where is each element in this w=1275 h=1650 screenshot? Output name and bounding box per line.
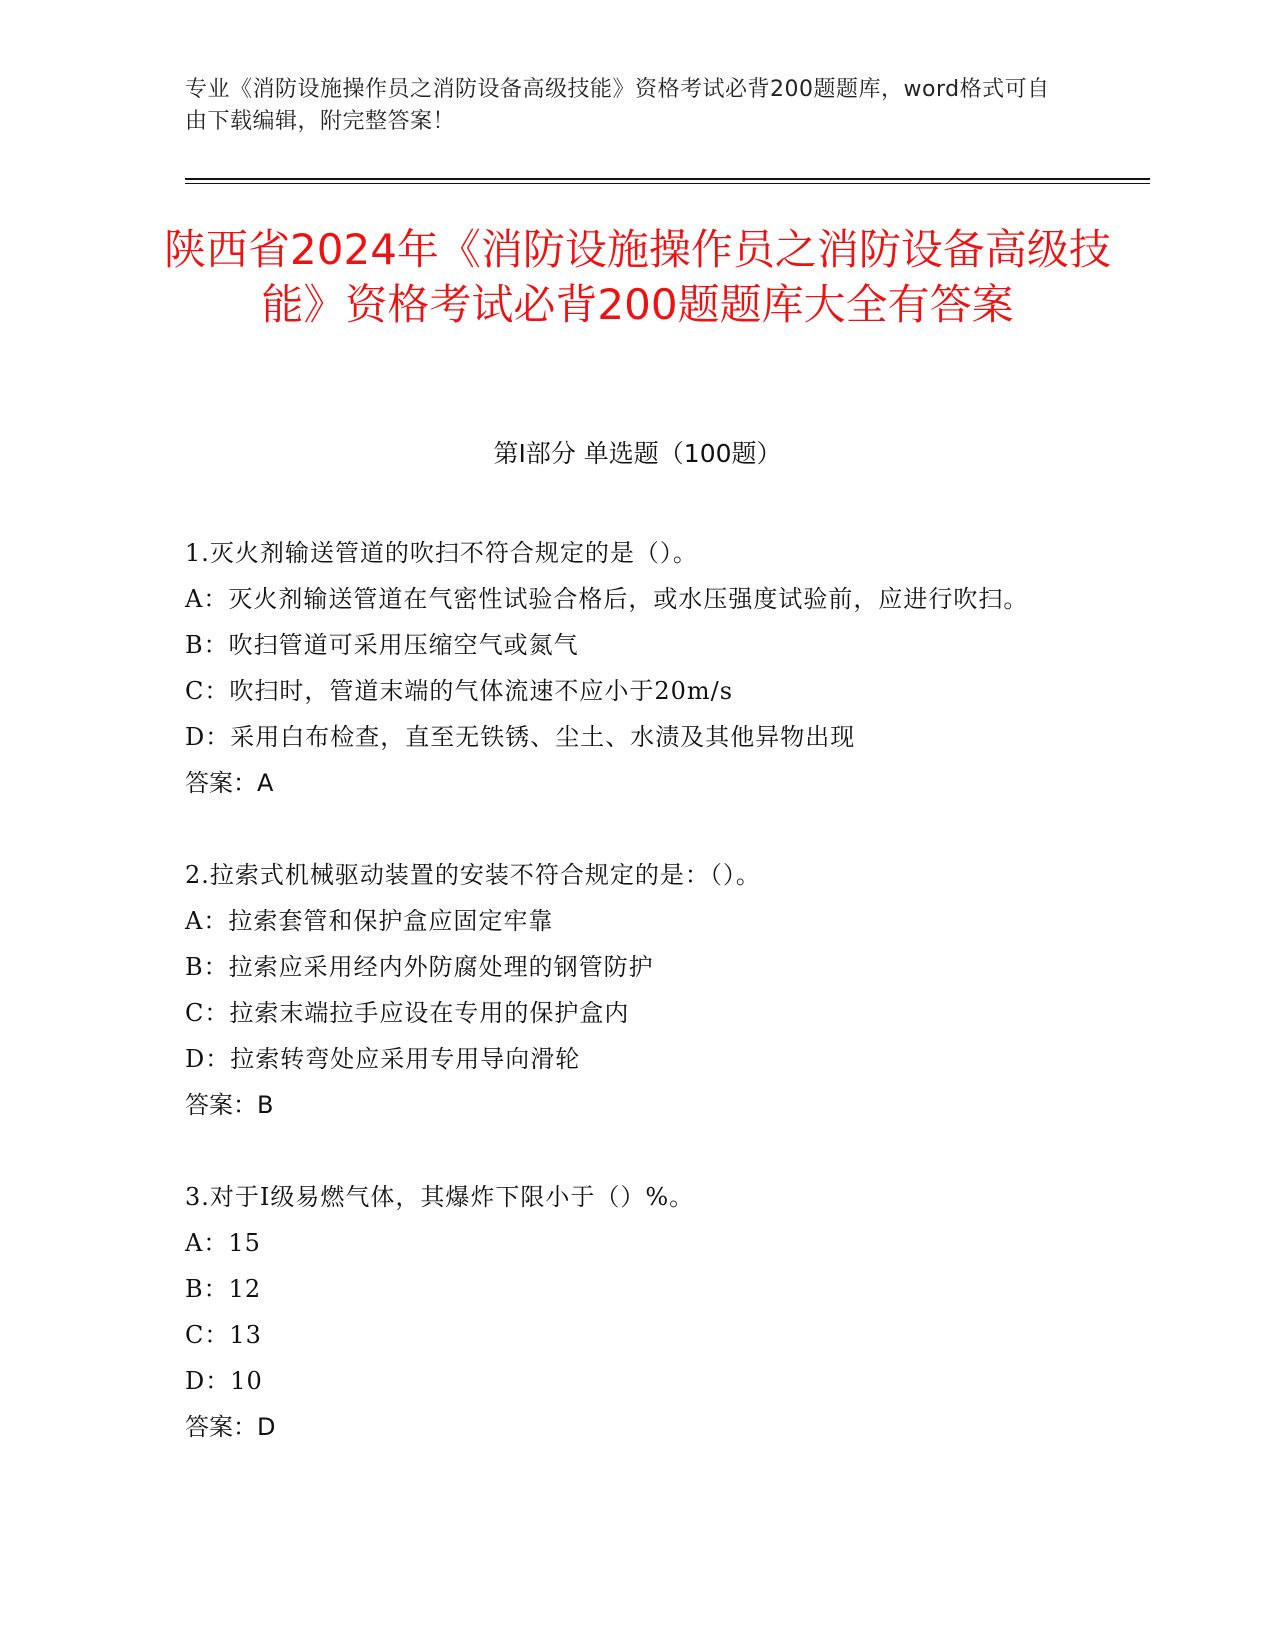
option-d: D：采用白布检查，直至无铁锈、尘土、水渍及其他异物出现 <box>185 723 856 751</box>
document-title: 陕西省2024年《消防设施操作员之消防设备高级技能》资格考试必背200题题库大全有答案 <box>164 225 1111 329</box>
question-item <box>185 530 1085 806</box>
header-divider-thick <box>185 178 1150 180</box>
option-a: A：灭火剂输送管道在气密性试验合格后，或水压强度试验前，应进行吹扫。 <box>185 585 1029 613</box>
option-a: A：拉索套管和保护盒应固定牢靠 <box>185 907 554 935</box>
question-stem: 2.拉索式机械驱动装置的安装不符合规定的是：（）。 <box>185 861 761 889</box>
question-item <box>185 1174 1085 1450</box>
answer-label: 答案：B <box>185 1091 274 1119</box>
option-d: D：10 <box>185 1367 263 1395</box>
option-d: D：拉索转弯处应采用专用导向滑轮 <box>185 1045 581 1073</box>
option-b: B：12 <box>185 1275 262 1303</box>
option-a: A：15 <box>185 1229 261 1257</box>
header-note: 专业《消防设施操作员之消防设备高级技能》资格考试必背200题题库，word格式可自由下载编辑，附完整答案！ <box>185 77 1050 134</box>
option-b: B：拉索应采用经内外防腐处理的钢管防护 <box>185 953 654 981</box>
option-c: C：吹扫时，管道末端的气体流速不应小于20m/s <box>185 677 734 705</box>
option-c: C：13 <box>185 1321 262 1349</box>
section-heading: 第I部分 单选题（100题） <box>493 439 782 468</box>
question-list <box>185 530 1085 1496</box>
option-c: C：拉索末端拉手应设在专用的保护盒内 <box>185 999 630 1027</box>
question-stem: 3.对于Ⅰ级易燃气体，其爆炸下限小于（）%。 <box>185 1183 695 1211</box>
option-b: B：吹扫管道可采用压缩空气或氮气 <box>185 631 579 659</box>
header-divider-thin <box>185 183 1150 184</box>
question-item <box>185 852 1085 1128</box>
answer-label: 答案：D <box>185 1413 276 1441</box>
answer-label: 答案：A <box>185 769 274 797</box>
question-stem: 1.灭火剂输送管道的吹扫不符合规定的是（）。 <box>185 539 698 567</box>
